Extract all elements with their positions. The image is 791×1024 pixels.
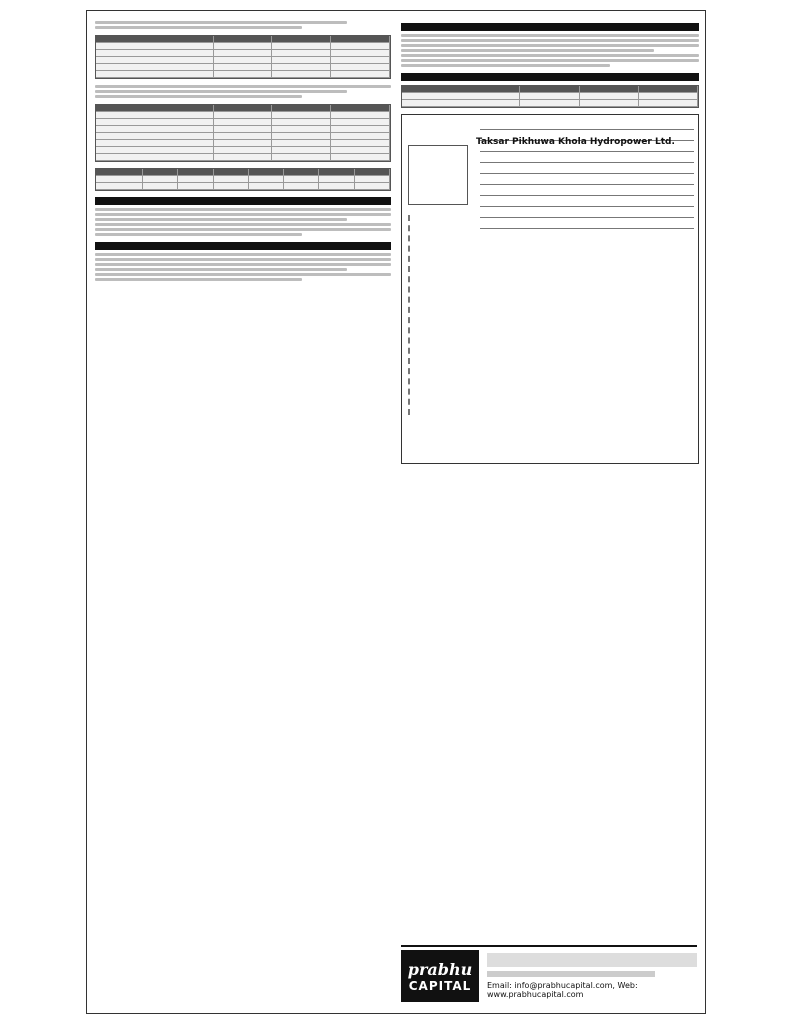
form-field[interactable] bbox=[480, 190, 694, 196]
form-field[interactable] bbox=[480, 124, 694, 130]
section-heading-bar bbox=[95, 197, 391, 205]
section-heading-bar bbox=[401, 73, 699, 81]
info-table bbox=[401, 85, 699, 108]
text-block bbox=[95, 253, 391, 281]
text-block bbox=[401, 34, 699, 67]
form-field[interactable] bbox=[480, 168, 694, 174]
form-field[interactable] bbox=[480, 223, 694, 229]
text-block bbox=[95, 85, 391, 98]
cut-line bbox=[408, 215, 418, 415]
address-block bbox=[487, 971, 655, 977]
financial-table-1 bbox=[95, 35, 391, 79]
prabhu-capital-logo bbox=[401, 950, 479, 1002]
form-field[interactable] bbox=[480, 201, 694, 207]
form-field[interactable] bbox=[480, 157, 694, 163]
section-heading-bar bbox=[95, 242, 391, 250]
contact-line: Email: info@prabhucapital.com, Web: www.prabhucapital.com bbox=[487, 981, 638, 999]
financial-table-2 bbox=[95, 104, 391, 162]
document-page bbox=[86, 10, 706, 1014]
footer-info bbox=[479, 953, 697, 999]
application-form bbox=[401, 114, 699, 464]
left-column bbox=[95, 19, 391, 1005]
financial-table-3 bbox=[95, 168, 391, 191]
brand-line-1: prabhu bbox=[407, 959, 473, 979]
form-field[interactable] bbox=[480, 212, 694, 218]
footer bbox=[401, 945, 697, 1005]
issuer-name: Taksar Pikhuwa Khola Hydropower Ltd. bbox=[476, 137, 675, 147]
right-column bbox=[401, 19, 699, 1005]
text-block bbox=[95, 208, 391, 236]
form-field[interactable] bbox=[480, 179, 694, 185]
section-heading-bar bbox=[401, 23, 699, 31]
taksar-logo bbox=[408, 145, 468, 205]
brand-line-2: CAPITAL bbox=[408, 978, 472, 993]
intro-block bbox=[95, 21, 391, 29]
company-name-block bbox=[487, 953, 697, 967]
